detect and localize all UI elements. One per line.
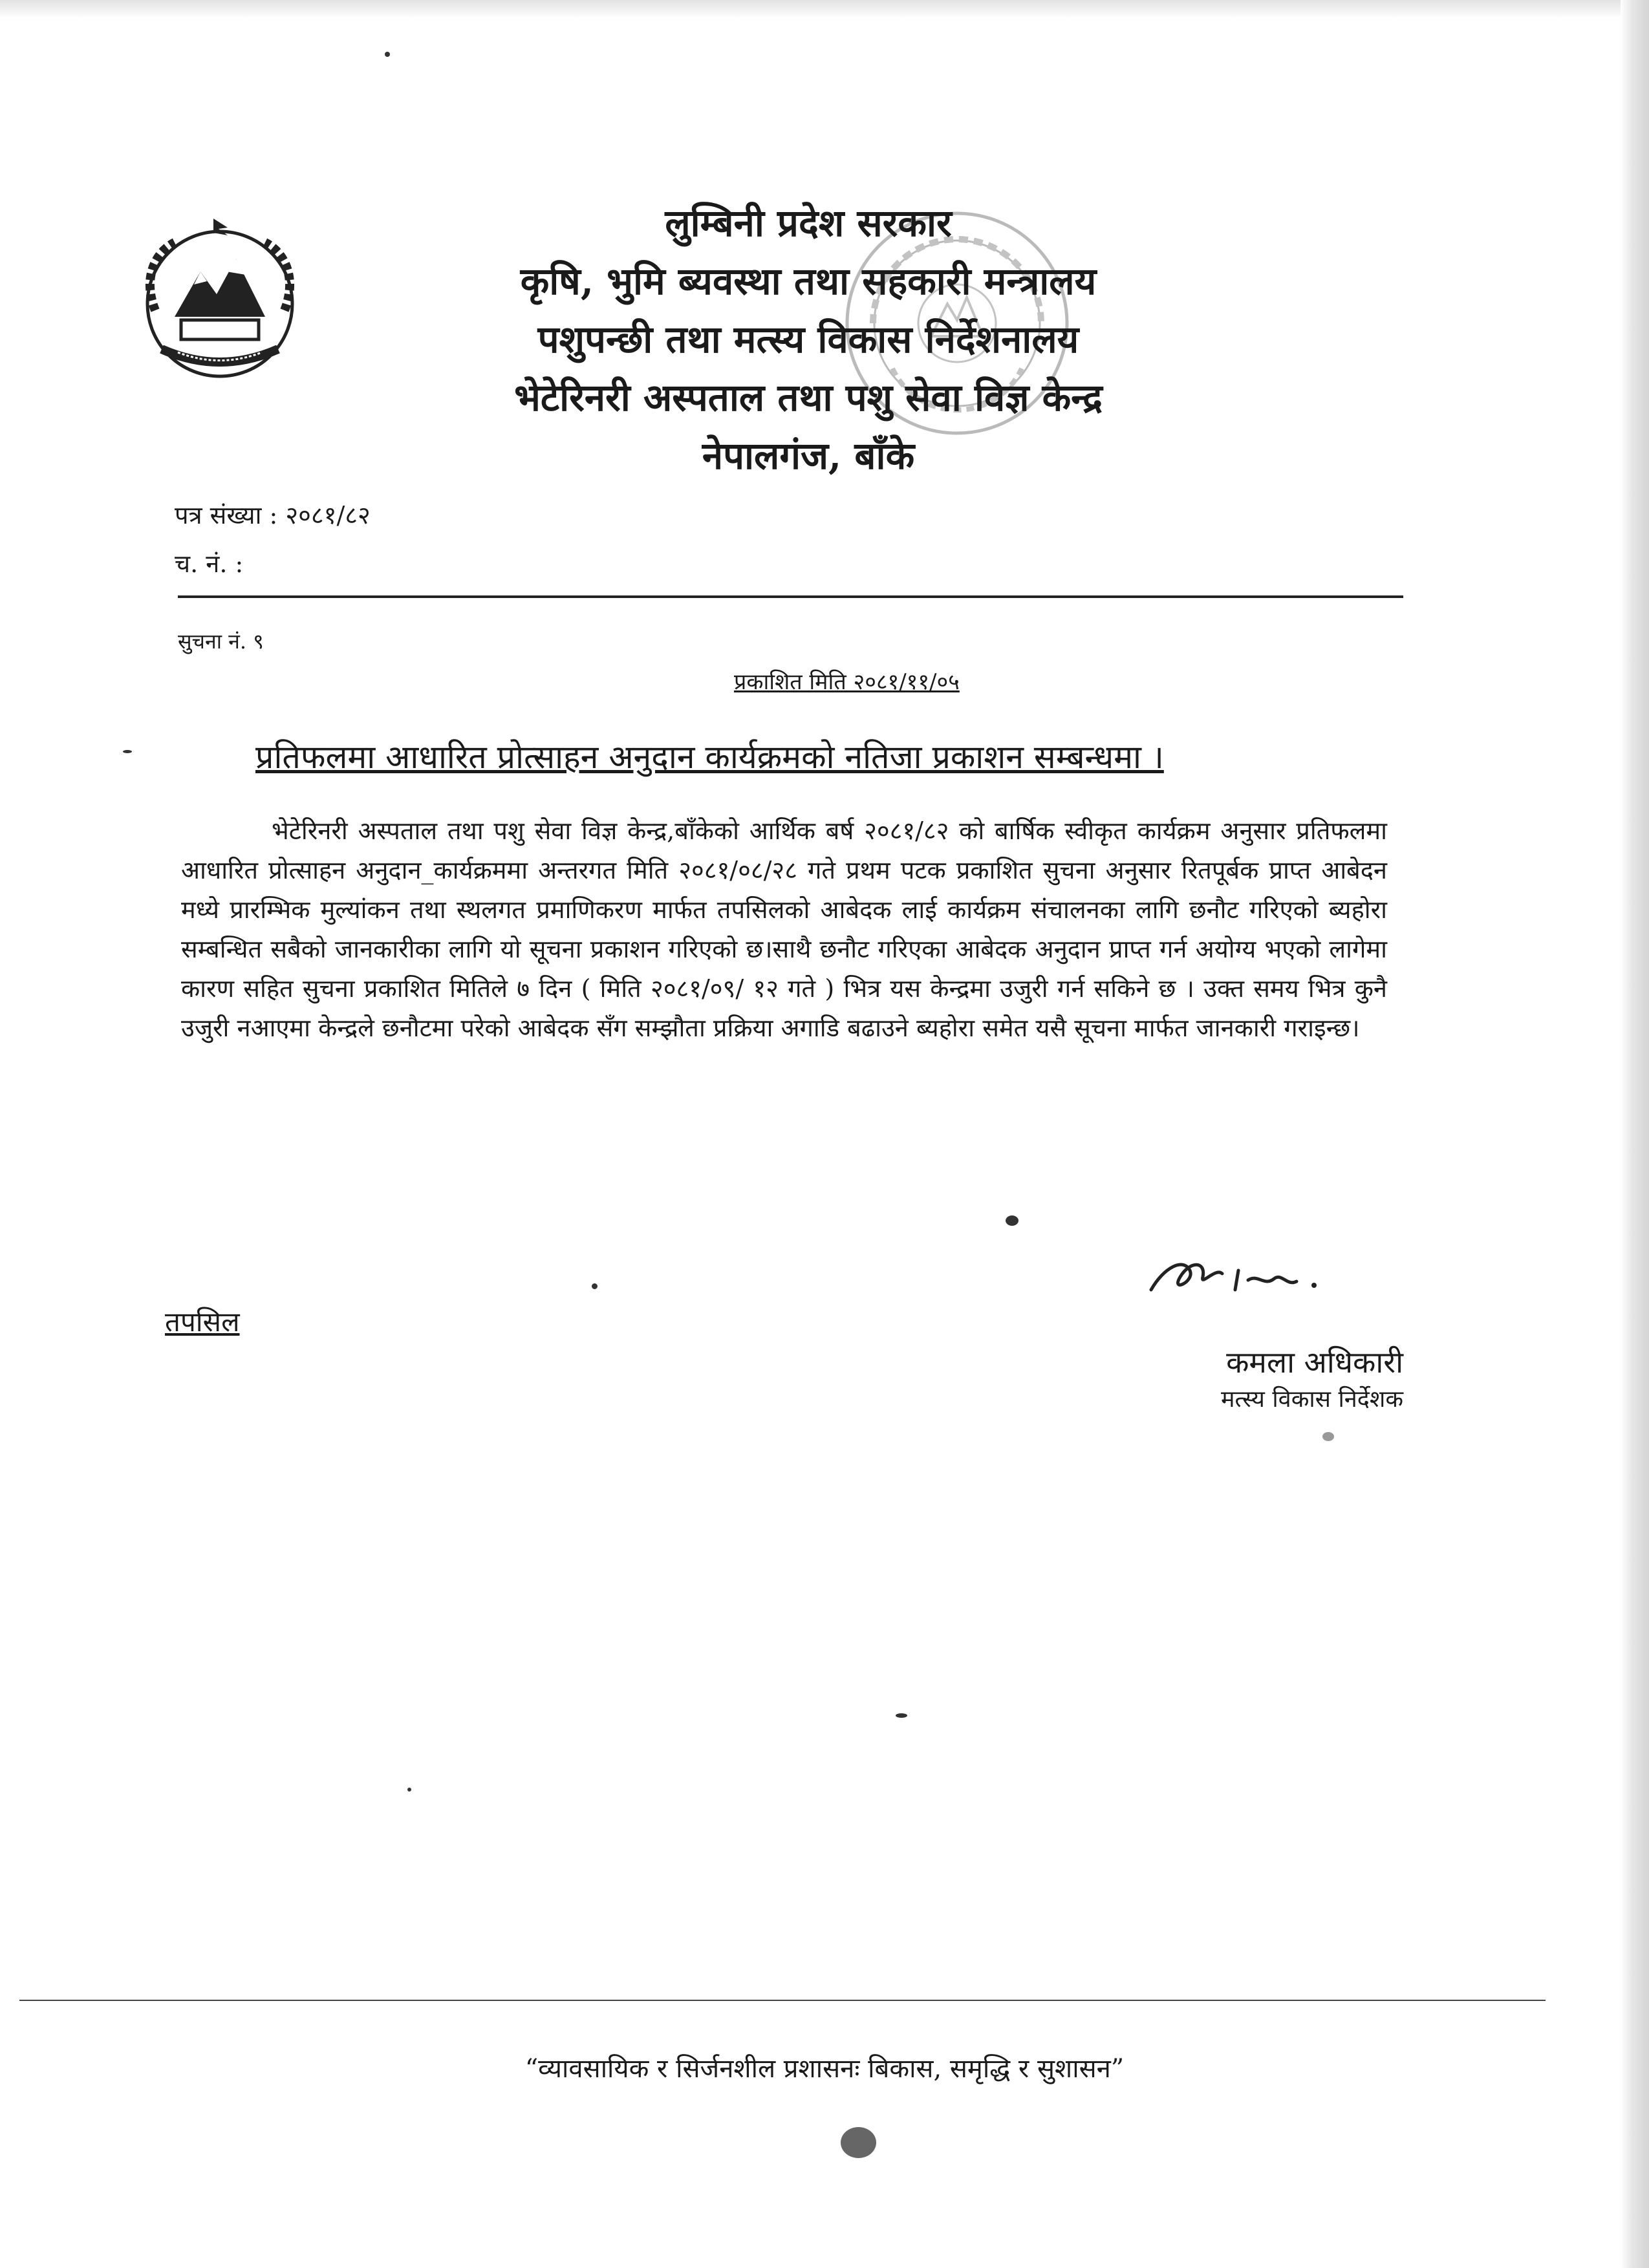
scan-shadow-top [0,0,1649,18]
nepal-emblem-icon [129,213,310,388]
footer-divider [19,2000,1546,2001]
scan-speck [1322,1432,1334,1441]
scan-shadow-edge [1621,0,1649,2268]
letterhead-line-office: भेटेरिनरी अस्पताल तथा पशु सेवा विज्ञ केन्द्र [514,376,1103,420]
scan-speck [385,52,390,57]
published-date: प्रकाशित मिति २०८१/११/०५ [734,669,960,695]
dispatch-number: च. नं. : [175,550,244,578]
signer-name: कमला अधिकारी [1226,1345,1403,1380]
scan-speck [123,750,132,753]
signer-title: मत्स्य विकास निर्देशक [1220,1386,1403,1413]
notice-body: भेटेरिनरी अस्पताल तथा पशु सेवा विज्ञ केन्द्र,बाँकेको आर्थिक बर्ष २०८१/८२ को बार्षिक स्वीकृत कार्यक्रम अनुसार प्रतिफलमा आधारित प्रोत्साहन अनुदान_कार्यक्रममा अन्तरगत मिति २०८१/०८/२८ गते प्रथम पटक प्रकाशित सुचना अनुसार रितपूर्बक प्राप्त आबेदन मध्ये प्रारम्भिक मुल्यांकन तथा स्थलगत प्रमाणिकरण मार्फत तपसिलको आबेदक लाई कार्यक्रम संचालनका लागि छनौट गरिएको ब्यहोरा सम्बन्धित सबैको जानकारीका लागि यो सूचना प्रकाशन गरिएको छ।साथै छनौट गरिएका आबेदक अनुदान प्राप्त गर्न अयोग्य भएको लागेमा कारण सहित सुचना प्रकाशित मितिले ७ दिन ( मिति २०८१/०९/ १२ गते ) भित्र यस केन्द्रमा उजुरी गर्न सकिने छ । उक्त समय भित्र कुनै उजुरी नआएमा केन्द्रले छनौटमा परेको आबेदक सँग सम्झौता प्रक्रिया अगाडि बढाउने ब्यहोरा समेत यसै सूचना मार्फत जानकारी गराइन्छ। [181,817,1387,1042]
annex-label: तपसिल [165,1306,240,1338]
letterhead-line-ministry: कृषि, भुमि ब्यवस्था तथा सहकारी मन्त्रालय [520,259,1097,303]
scan-speck [841,2127,876,2158]
header-divider [178,595,1403,598]
letter-number: पत्र संख्या : २०८१/८२ [175,501,371,530]
scan-speck [592,1283,598,1289]
notice-subject: प्रतिफलमा आधारित प्रोत्साहन अनुदान कार्यक्रमको नतिजा प्रकाशन सम्बन्धमा । [255,738,1164,776]
notice-number: सुचना नं. ९ [178,629,264,654]
letterhead-line-directorate: पशुपन्छी तथा मत्स्य विकास निर्देशनालय [537,317,1079,361]
footer-motto: “व्यावसायिक र सिर्जनशील प्रशासनः बिकास, समृद्धि र सुशासन” [524,2054,1125,2084]
handwritten-signature [1145,1241,1352,1312]
letterhead [388,194,1229,485]
scan-speck [896,1713,907,1718]
letterhead-line-province: लुम्बिनी प्रदेश सरकार [665,201,952,245]
scan-speck [407,1788,411,1792]
letterhead-line-location: नेपालगंज, बाँके [702,434,915,478]
scan-speck [1006,1215,1018,1226]
